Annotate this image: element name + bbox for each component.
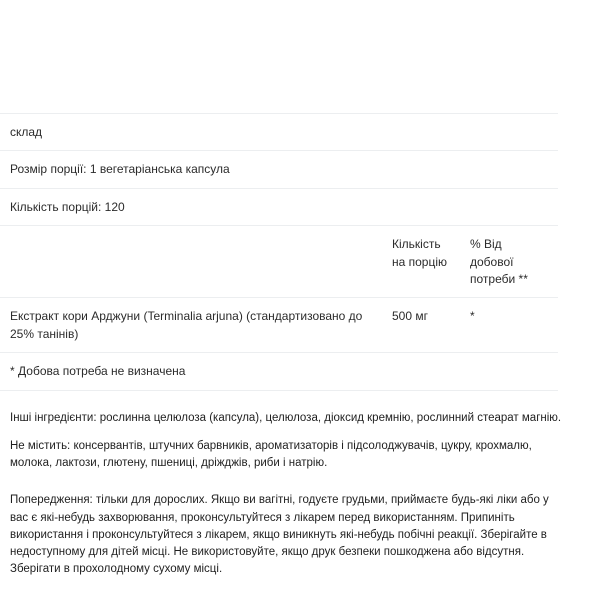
other-ingredients-paragraph: Інші інгредієнти: рослинна целюлоза (капсула), целюлоза, діоксид кремнію, рослинний стеарат магнію. (10, 411, 562, 424)
warning-paragraph: Попередження: тільки для дорослих. Якщо ви вагітні, годуєте грудьми, приймаєте будь-які ліки або у вас є які-небудь захворювання, проконсультуйтеся з лікарем перед використанням. Припиніть використання і проконсультуйтеся з лікарем, якщо виникнуть які-небудь побічні реакції. Зберігайте в недоступному для дітей місці. Не використовуйте, якщо друк безпеки пошкоджена або відсутня. Зберігати в прохолодному сухому місці. (10, 494, 549, 576)
table-row-servings-count (0, 188, 558, 225)
daily-value-footnote: * Добова потреба не визначена (0, 353, 558, 390)
ingredient-name: Екстракт кори Арджуни (Terminalia arjuna) (стандартизовано до 25% танінів) (0, 298, 382, 353)
table-row-title (0, 114, 558, 151)
ingredients-copy (0, 410, 580, 473)
table-row-serving-size (0, 151, 558, 188)
top-spacer (0, 0, 600, 113)
free-from-paragraph: Не містить: консервантів, штучних барвників, ароматизаторів і підсолоджувачів, цукру, крохмалю, молока, лактози, глютену, пшениці, дріжджів, риби і натрію. (10, 439, 532, 470)
table-row-footnote (0, 353, 558, 390)
supplement-facts-table (0, 113, 558, 391)
table-row (0, 298, 558, 353)
ingredient-amount: 500 мг (382, 298, 460, 353)
table-row-column-headers (0, 226, 558, 298)
facts-title: склад (0, 114, 558, 151)
column-header-name (0, 226, 382, 298)
servings-per-container-label: Кількість порцій: 120 (0, 188, 558, 225)
ingredient-daily-value: * (460, 298, 558, 353)
column-header-amount-per-serving: Кількість на порцію (382, 226, 460, 298)
warning-copy (0, 492, 580, 578)
serving-size-label: Розмір порції: 1 вегетаріанська капсула (0, 151, 558, 188)
column-header-percent-daily-value: % Від добової потреби ** (460, 226, 558, 298)
